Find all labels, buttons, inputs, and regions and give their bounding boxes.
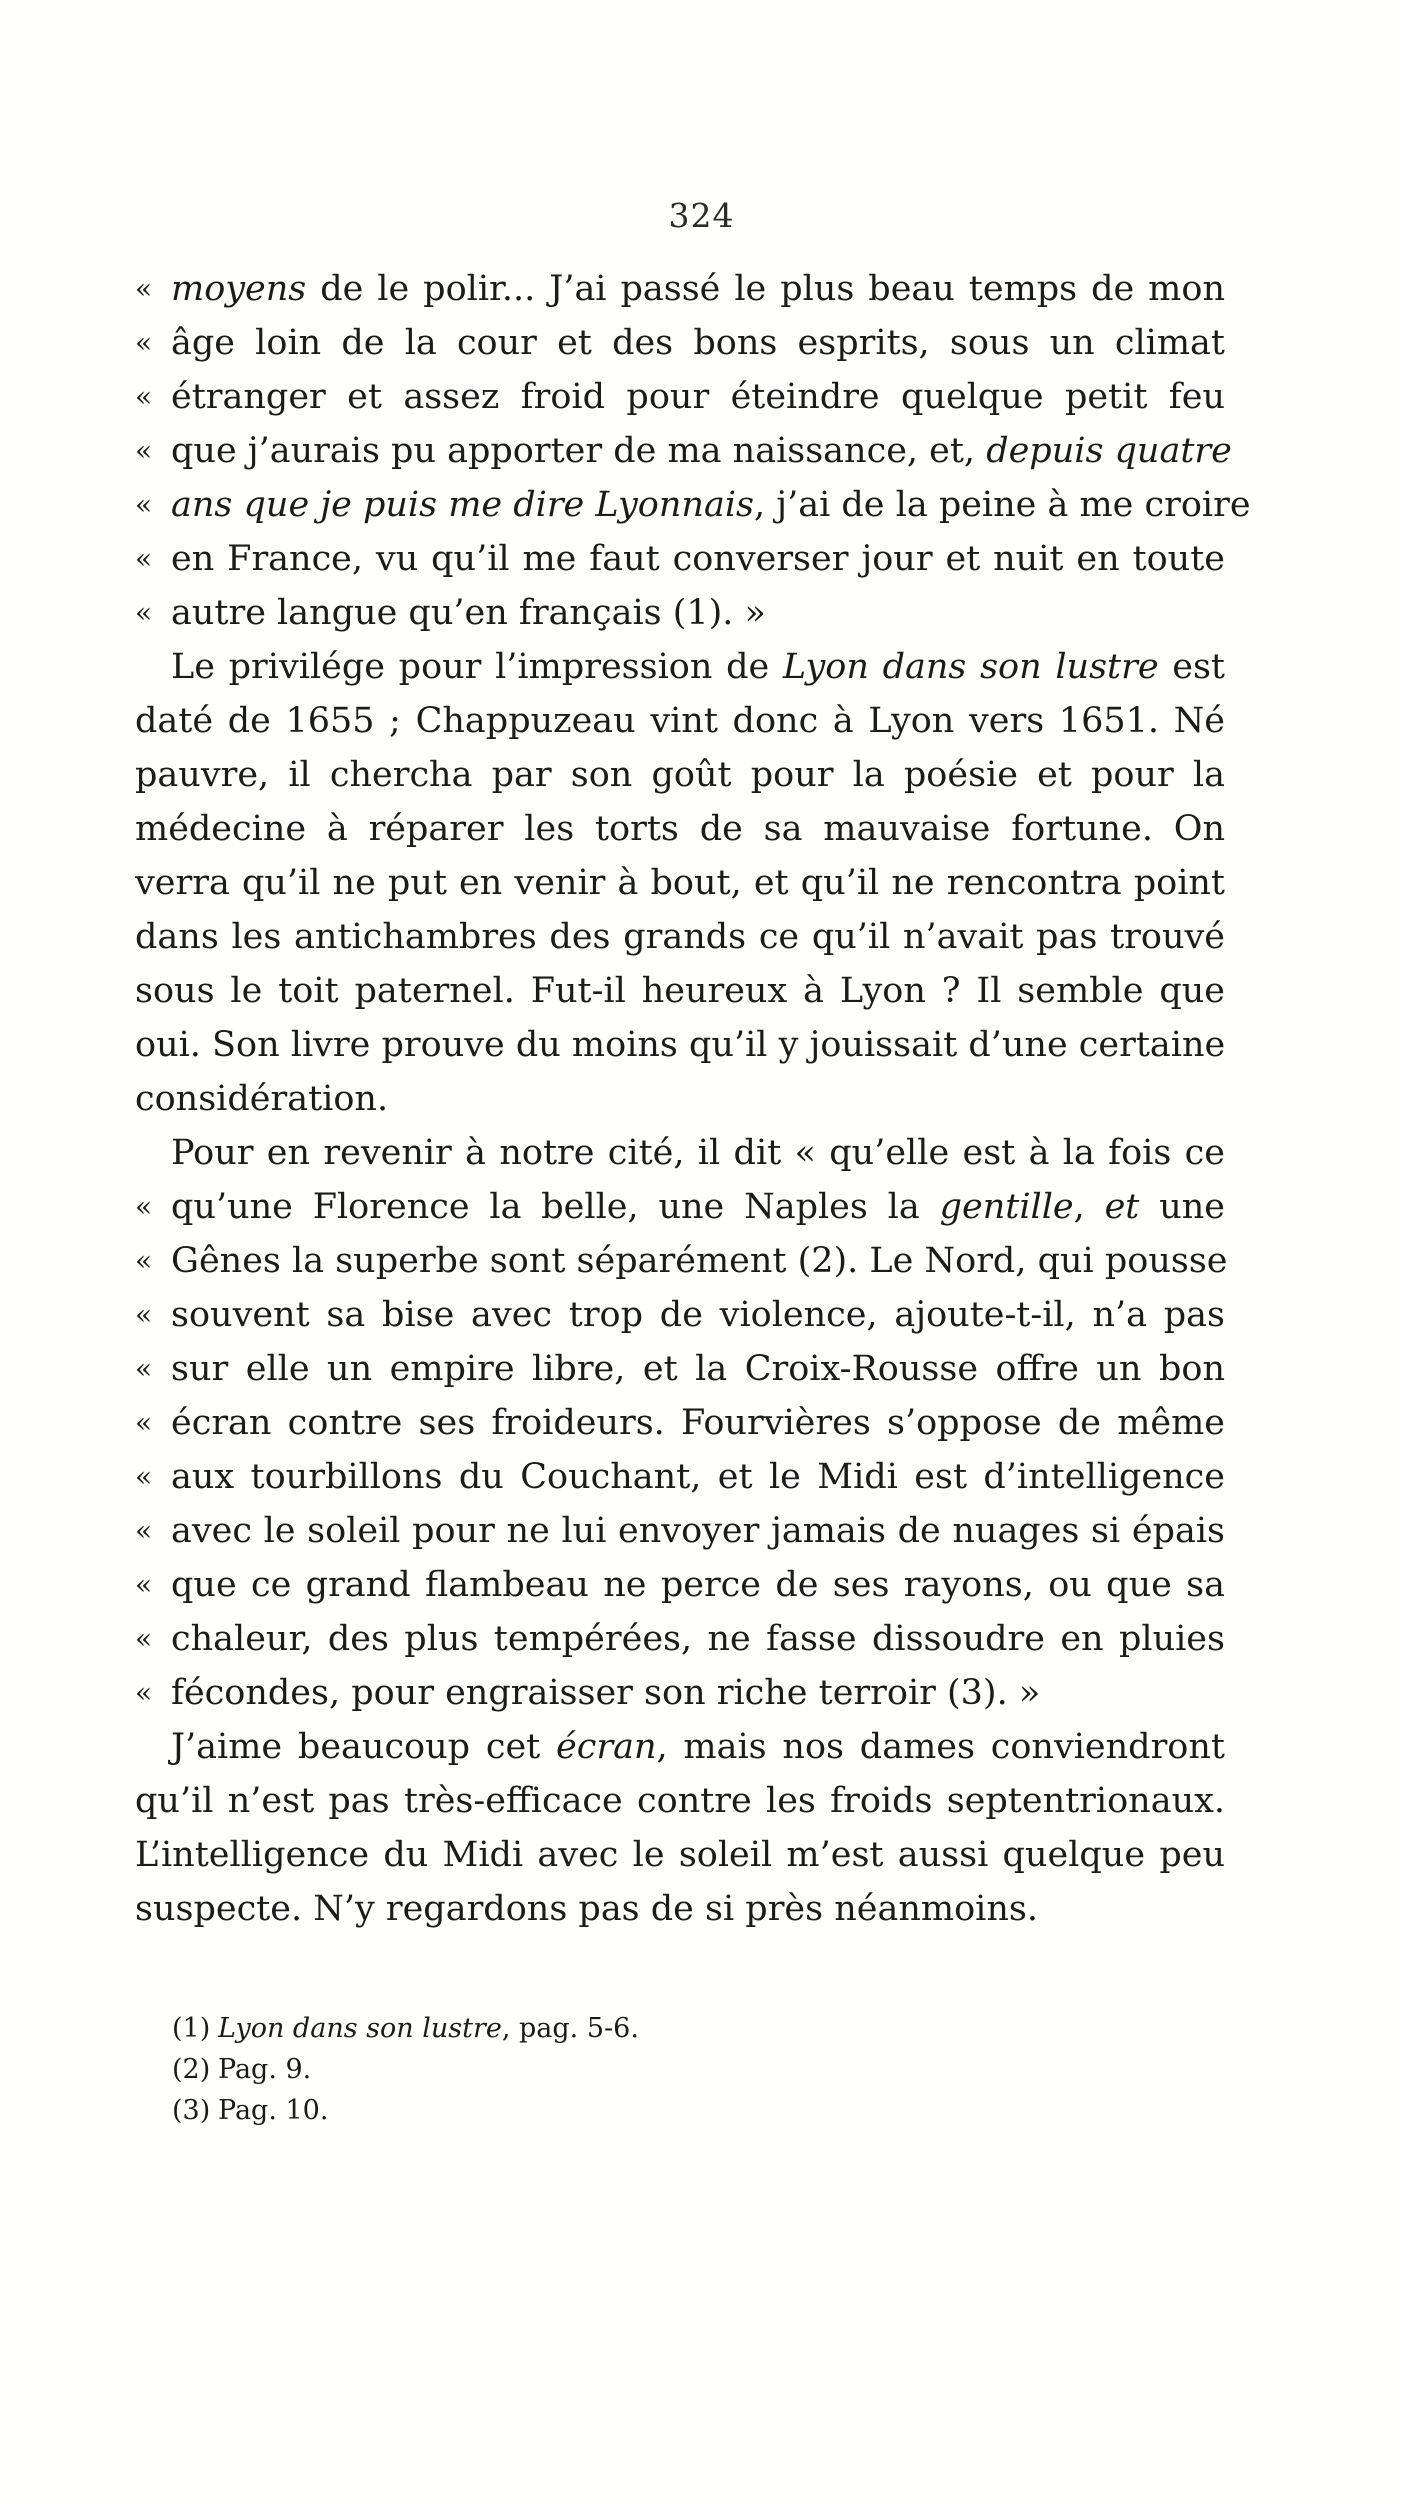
text-line [135,1720,1225,1774]
text-run: verra qu’il ne put en venir à bout, et qu’il ne rencontra point [135,863,1225,903]
text-run: sous le toit paternel. Fut-il heureux à Lyon ? Il semble que [135,971,1225,1011]
footnote [172,2049,1072,2090]
text-run: dans les antichambres des grands ce qu’il n’avait pas trouvé [135,917,1225,957]
paragraph-privilege [135,640,1225,1126]
quote-mark: « [135,1514,153,1547]
text-run: oui. Son livre prouve du moins qu’il y jouissait d’une certaine [135,1025,1226,1065]
line-text [171,424,1232,478]
line-text [171,262,1225,316]
text-line [135,1126,1225,1180]
text-line [135,1072,1225,1126]
line-text [171,1288,1225,1342]
quote-mark: « [135,1406,153,1439]
text-run: de le polir... J’ai passé le plus beau temps de mon [306,269,1225,309]
text-run: qu’une Florence la belle, une Naples la [171,1187,940,1227]
quoted-line [135,1504,1225,1558]
quoted-line [135,316,1225,370]
quoted-line [135,1612,1225,1666]
text-run: considération. [135,1079,389,1119]
quoted-line [135,1180,1225,1234]
quote-mark: « [135,434,153,467]
quoted-line [135,1558,1225,1612]
footnote-number: (3) [172,2095,211,2126]
line-text [171,1558,1225,1612]
text-run: autre langue qu’en français (1). » [171,593,766,633]
italic-text: ans que je puis me dire Lyonnais [171,485,754,525]
text-run: fécondes, pour engraisser son riche terroir (3). » [171,1673,1041,1713]
quote-mark: « [135,272,153,305]
text-line [135,694,1225,748]
text-run: , [1073,1187,1105,1227]
text-run: Pour en revenir à notre cité, il dit « qu’elle est à la fois ce [171,1133,1225,1173]
line-text [171,1342,1225,1396]
text-line [135,1882,1225,1936]
quoted-line [135,262,1225,316]
footnote-number: (1) [172,2013,211,2044]
italic-text: depuis quatre [986,431,1232,471]
text-run: Le privilége pour l’impression de [171,647,783,687]
text-run: Gênes la superbe sont séparément (2). Le Nord, qui pousse [171,1241,1228,1281]
footnotes [172,2008,1072,2131]
quote-mark: « [135,1190,153,1223]
footnote-number: (2) [172,2054,211,2085]
line-text [171,316,1225,370]
italic-text: moyens [171,269,307,309]
text-run: médecine à réparer les torts de sa mauvaise fortune. On [135,809,1225,849]
text-run: daté de 1655 ; Chappuzeau vint donc à Lyon vers 1651. Né [135,701,1225,741]
text-run: âge loin de la cour et des bons esprits, sous un climat [171,323,1225,363]
line-text [171,478,1251,532]
italic-text: Lyon dans son lustre [782,647,1159,687]
quoted-line [135,478,1251,532]
footnote [172,2090,1072,2131]
page-number: 324 [668,196,735,235]
quote-mark: « [135,1676,153,1709]
text-run: Pag. 10. [218,2095,329,2126]
text-line [135,910,1225,964]
quote-mark: « [135,1460,153,1493]
body-text [135,262,1251,1936]
quote-mark: « [135,1244,153,1277]
text-run: est [1158,647,1225,687]
italic-text: et [1104,1187,1140,1227]
text-line [135,1018,1225,1072]
text-run: Pag. 9. [218,2054,312,2085]
quoted-line [135,1666,1225,1720]
quotation-continuation [135,262,1251,640]
paragraph-commentary [135,1720,1225,1936]
text-line [135,802,1225,856]
line-text [171,1396,1225,1450]
quoted-line [135,1396,1225,1450]
quoted-line [135,1288,1225,1342]
text-run: qu’il n’est pas très-efficace contre les froids septentrionaux. [135,1781,1225,1821]
line-text [171,532,1225,586]
quote-mark: « [135,1622,153,1655]
text-run: que j’aurais pu apporter de ma naissance, et, [171,431,987,471]
text-run: écran contre ses froideurs. Fourvières s’oppose de même [171,1403,1225,1443]
line-text [171,586,1225,640]
line-text [171,370,1225,424]
text-run: pauvre, il chercha par son goût pour la poésie et pour la [135,755,1225,795]
text-run: que ce grand flambeau ne perce de ses rayons, ou que sa [171,1565,1225,1605]
text-line [135,640,1225,694]
quoted-line [135,1450,1225,1504]
text-run: une [1139,1187,1226,1227]
text-run: , mais nos dames conviendront [656,1727,1225,1767]
text-line [135,964,1225,1018]
quote-mark: « [135,488,153,521]
quoted-line [135,532,1225,586]
text-run: souvent sa bise avec trop de violence, ajoute-t-il, n’a pas [171,1295,1225,1335]
text-run: , j’ai de la peine à me croire [753,485,1251,525]
quote-mark: « [135,380,153,413]
footnote [172,2008,1072,2049]
line-text [171,1504,1225,1558]
italic-text: Lyon dans son lustre [218,2013,502,2044]
text-run: , pag. 5-6. [501,2013,639,2044]
text-run: en France, vu qu’il me faut converser jour et nuit en toute [171,539,1225,579]
quoted-line [135,424,1232,478]
quote-mark: « [135,596,153,629]
text-run: L’intelligence du Midi avec le soleil m’est aussi quelque peu [135,1835,1225,1875]
quote-mark: « [135,326,153,359]
line-text [171,1450,1225,1504]
text-run: avec le soleil pour ne lui envoyer jamais de nuages si épais [171,1511,1225,1551]
text-line [135,748,1225,802]
text-run: chaleur, des plus tempérées, ne fasse dissoudre en pluies [171,1619,1225,1659]
text-run: aux tourbillons du Couchant, et le Midi est d’intelligence [171,1457,1225,1497]
quoted-line [135,1342,1225,1396]
line-text [171,1234,1228,1288]
text-run: J’aime beaucoup cet [171,1727,557,1767]
line-text [171,1612,1225,1666]
text-run: suspecte. N’y regardons pas de si près néanmoins. [135,1889,1038,1929]
line-text [171,1666,1225,1720]
text-line [135,1828,1225,1882]
italic-text: gentille [939,1187,1074,1227]
quoted-line [135,1234,1228,1288]
text-run: étranger et assez froid pour éteindre quelque petit feu [171,377,1225,417]
paragraph-city-quote [135,1126,1228,1720]
italic-text: écran [556,1727,657,1767]
quoted-line [135,586,1225,640]
text-run: sur elle un empire libre, et la Croix-Rousse offre un bon [171,1349,1225,1389]
quoted-line [135,370,1225,424]
text-line [135,1774,1225,1828]
quote-mark: « [135,1352,153,1385]
quote-mark: « [135,1298,153,1331]
quote-mark: « [135,542,153,575]
line-text [171,1180,1225,1234]
text-line [135,856,1225,910]
quote-mark: « [135,1568,153,1601]
